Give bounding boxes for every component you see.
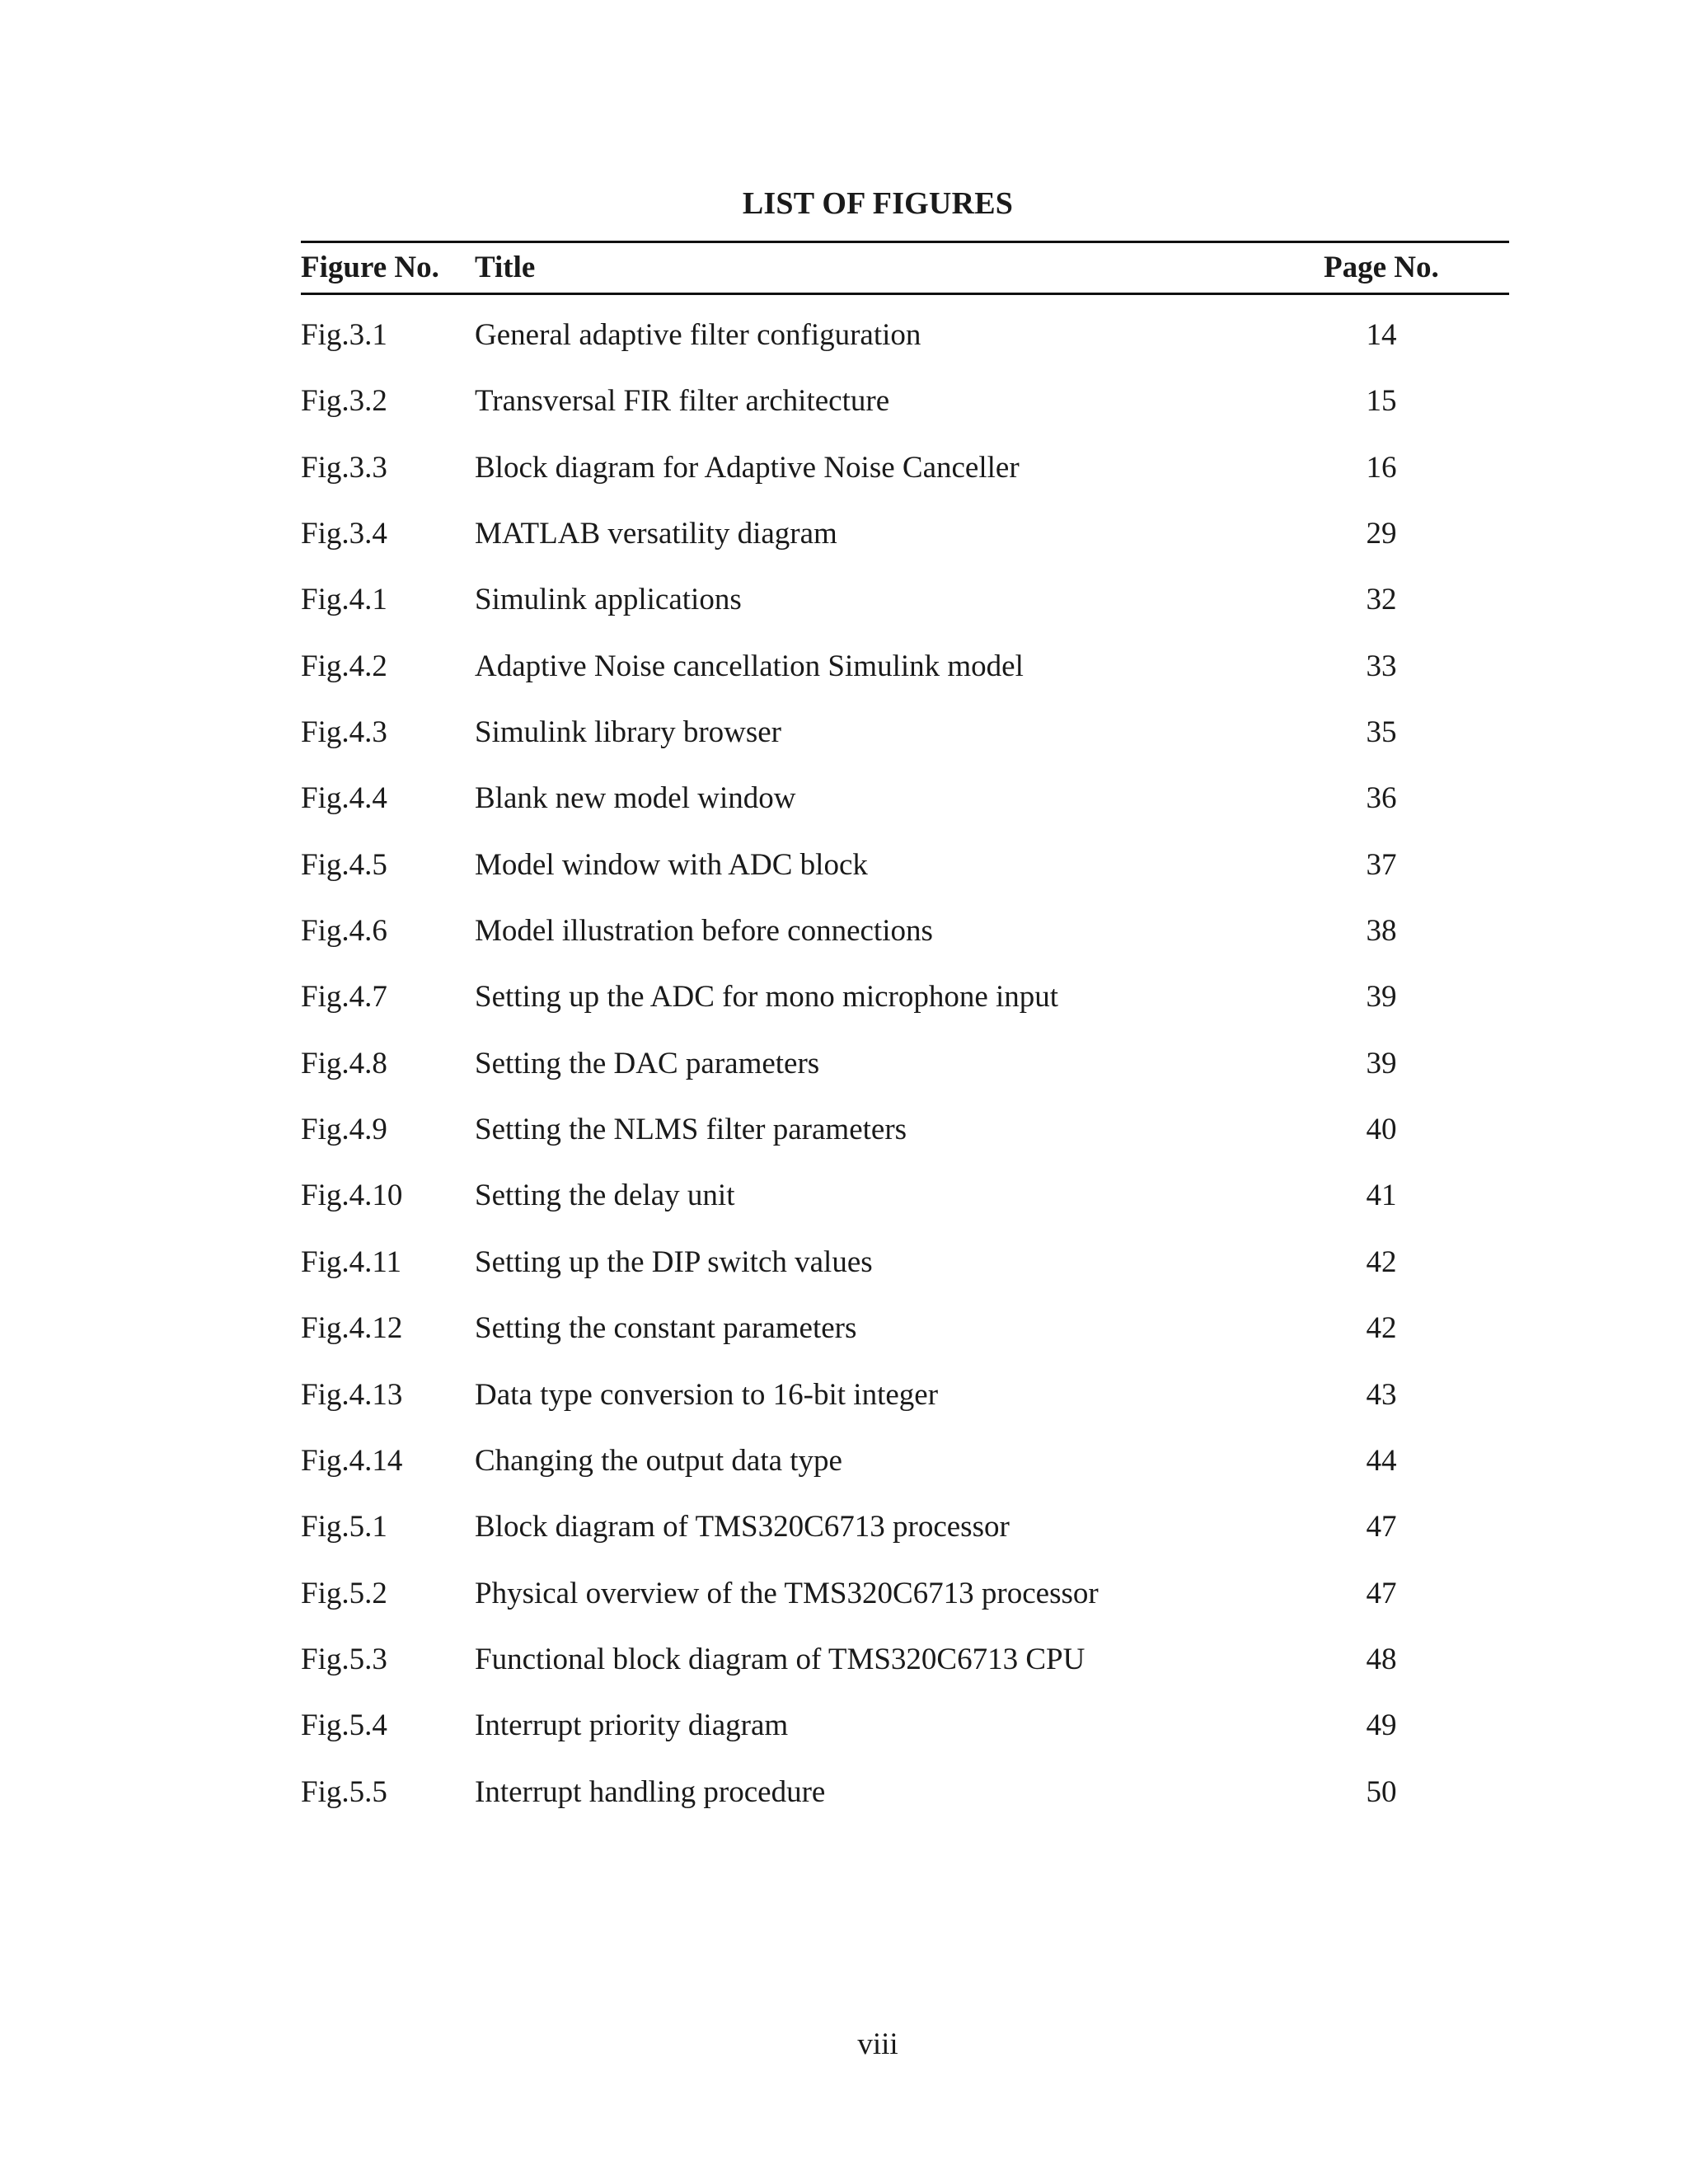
figure-page: 36 bbox=[1366, 781, 1397, 816]
figure-page: 41 bbox=[1366, 1179, 1397, 1213]
figure-number: Fig.4.3 bbox=[301, 715, 387, 750]
table-row bbox=[0, 843, 1688, 909]
figure-title: Model illustration before connections bbox=[475, 914, 933, 949]
figure-number: Fig.4.10 bbox=[301, 1179, 403, 1213]
figure-page: 44 bbox=[1366, 1443, 1397, 1478]
figure-title: Setting up the ADC for mono microphone input bbox=[475, 980, 1059, 1015]
table-row bbox=[0, 379, 1688, 445]
figure-title: Changing the output data type bbox=[475, 1443, 842, 1478]
footer-page-number: viii bbox=[857, 2027, 898, 2061]
figure-page: 49 bbox=[1366, 1708, 1397, 1743]
figure-page: 29 bbox=[1366, 517, 1397, 551]
figure-page: 15 bbox=[1366, 384, 1397, 419]
figure-number: Fig.4.2 bbox=[301, 649, 387, 683]
figure-title: Adaptive Noise cancellation Simulink model bbox=[475, 649, 1024, 683]
figure-number: Fig.5.3 bbox=[301, 1642, 387, 1676]
header-figure-no: Figure No. bbox=[301, 251, 439, 284]
table-row bbox=[0, 1505, 1688, 1571]
table-row bbox=[0, 1770, 1688, 1836]
table-top-rule bbox=[301, 241, 1509, 243]
figure-page: 43 bbox=[1366, 1377, 1397, 1412]
figure-page: 37 bbox=[1366, 847, 1397, 882]
table-row bbox=[0, 776, 1688, 842]
figure-title: Setting the delay unit bbox=[475, 1179, 735, 1213]
figure-page: 38 bbox=[1366, 914, 1397, 949]
figure-number: Fig.4.5 bbox=[301, 847, 387, 882]
table-row bbox=[0, 1042, 1688, 1108]
figure-number: Fig.5.5 bbox=[301, 1774, 387, 1809]
figure-number: Fig.3.4 bbox=[301, 517, 387, 551]
figure-title: Transversal FIR filter architecture bbox=[475, 384, 890, 419]
figure-title: Interrupt priority diagram bbox=[475, 1708, 789, 1743]
table-row bbox=[0, 1704, 1688, 1769]
figure-page: 14 bbox=[1366, 318, 1397, 352]
table-row bbox=[0, 1638, 1688, 1704]
table-row bbox=[0, 710, 1688, 776]
figure-title: Functional block diagram of TMS320C6713 CPU bbox=[475, 1642, 1085, 1676]
header-page-no: Page No. bbox=[1324, 251, 1439, 284]
figure-page: 16 bbox=[1366, 450, 1397, 485]
figure-number: Fig.5.1 bbox=[301, 1510, 387, 1544]
figure-title: MATLAB versatility diagram bbox=[475, 517, 837, 551]
figure-number: Fig.4.13 bbox=[301, 1377, 403, 1412]
figure-page: 50 bbox=[1366, 1774, 1397, 1809]
figure-page: 47 bbox=[1366, 1576, 1397, 1610]
page-title: LIST OF FIGURES bbox=[742, 186, 1014, 221]
figure-title: Setting the constant parameters bbox=[475, 1311, 857, 1346]
figure-number: Fig.3.3 bbox=[301, 450, 387, 485]
table-row bbox=[0, 1373, 1688, 1439]
table-row bbox=[0, 1439, 1688, 1505]
figure-title: Setting the DAC parameters bbox=[475, 1046, 820, 1080]
figure-list bbox=[0, 313, 1688, 1836]
table-row bbox=[0, 1306, 1688, 1372]
figure-page: 39 bbox=[1366, 1046, 1397, 1080]
figure-number: Fig.4.12 bbox=[301, 1311, 403, 1346]
figure-page: 39 bbox=[1366, 980, 1397, 1015]
table-row bbox=[0, 512, 1688, 578]
table-row bbox=[0, 1572, 1688, 1638]
header-title: Title bbox=[475, 251, 536, 284]
figure-number: Fig.4.11 bbox=[301, 1244, 401, 1279]
figure-page: 42 bbox=[1366, 1244, 1397, 1279]
figure-title: Block diagram of TMS320C6713 processor bbox=[475, 1510, 1010, 1544]
table-row bbox=[0, 909, 1688, 975]
figure-page: 42 bbox=[1366, 1311, 1397, 1346]
figure-number: Fig.4.9 bbox=[301, 1113, 387, 1147]
figure-title: Simulink applications bbox=[475, 583, 742, 617]
figure-title: Blank new model window bbox=[475, 781, 796, 816]
figure-number: Fig.4.4 bbox=[301, 781, 387, 816]
table-row bbox=[0, 644, 1688, 710]
figure-number: Fig.4.7 bbox=[301, 980, 387, 1015]
figure-number: Fig.5.2 bbox=[301, 1576, 387, 1610]
figure-page: 33 bbox=[1366, 649, 1397, 683]
table-header-rule bbox=[301, 293, 1509, 295]
table-row bbox=[0, 1174, 1688, 1240]
figure-number: Fig.4.1 bbox=[301, 583, 387, 617]
figure-title: Setting the NLMS filter parameters bbox=[475, 1113, 907, 1147]
figure-number: Fig.3.2 bbox=[301, 384, 387, 419]
table-row bbox=[0, 446, 1688, 512]
table-row bbox=[0, 975, 1688, 1041]
table-row bbox=[0, 1240, 1688, 1306]
figure-page: 40 bbox=[1366, 1113, 1397, 1147]
figure-page: 47 bbox=[1366, 1510, 1397, 1544]
figure-number: Fig.4.6 bbox=[301, 914, 387, 949]
figure-title: Block diagram for Adaptive Noise Canceller bbox=[475, 450, 1020, 485]
figure-title: General adaptive filter configuration bbox=[475, 318, 921, 352]
figure-number: Fig.3.1 bbox=[301, 318, 387, 352]
figure-number: Fig.5.4 bbox=[301, 1708, 387, 1743]
table-row bbox=[0, 1108, 1688, 1174]
figure-title: Simulink library browser bbox=[475, 715, 782, 750]
figure-title: Model window with ADC block bbox=[475, 847, 868, 882]
table-row bbox=[0, 313, 1688, 379]
figure-title: Physical overview of the TMS320C6713 processor bbox=[475, 1576, 1099, 1610]
figure-page: 32 bbox=[1366, 583, 1397, 617]
table-row bbox=[0, 578, 1688, 644]
table-header bbox=[0, 246, 1688, 290]
figure-title: Setting up the DIP switch values bbox=[475, 1244, 873, 1279]
figure-title: Data type conversion to 16-bit integer bbox=[475, 1377, 939, 1412]
figure-page: 48 bbox=[1366, 1642, 1397, 1676]
figure-number: Fig.4.14 bbox=[301, 1443, 403, 1478]
figure-title: Interrupt handling procedure bbox=[475, 1774, 826, 1809]
figure-page: 35 bbox=[1366, 715, 1397, 750]
figure-number: Fig.4.8 bbox=[301, 1046, 387, 1080]
